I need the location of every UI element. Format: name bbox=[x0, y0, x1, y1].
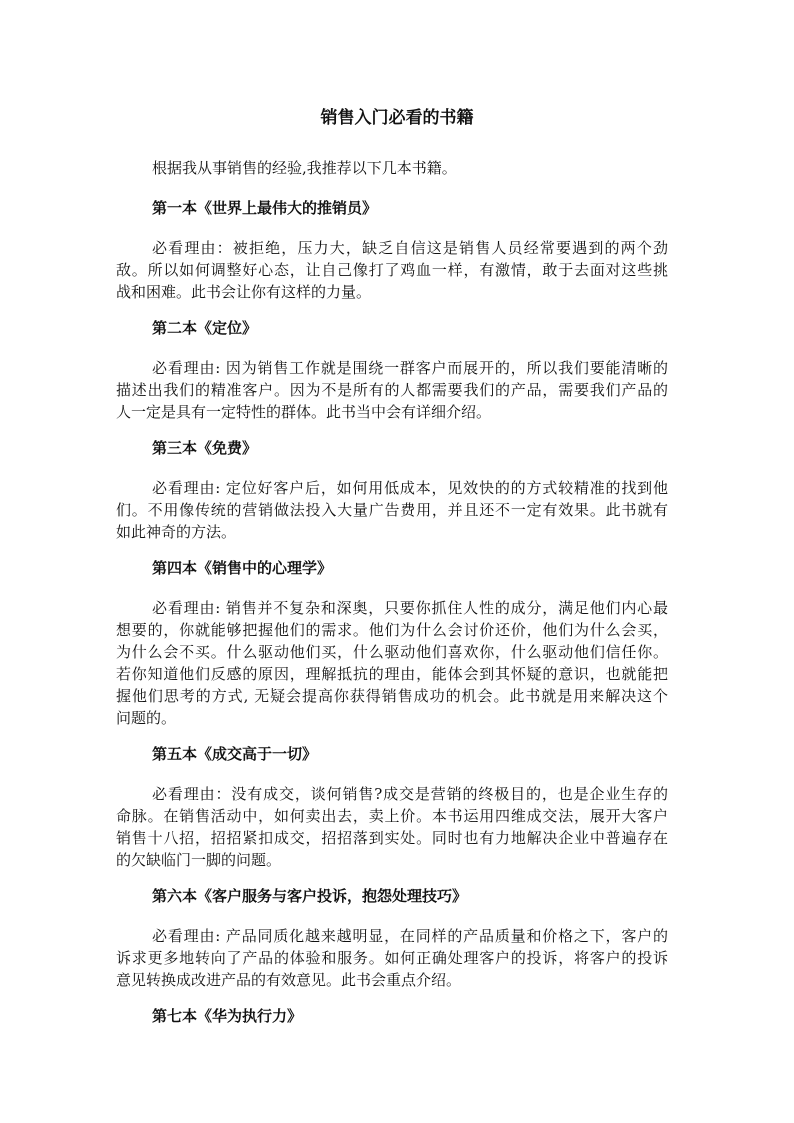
reason-paragraph bbox=[116, 925, 668, 991]
reason-paragraph bbox=[116, 357, 668, 423]
paragraph-line: 如此神奇的方法。 bbox=[116, 523, 237, 541]
book-heading: 第四本《销售中的心理学》 bbox=[152, 559, 333, 577]
paragraph-line: 必看理由：被拒绝，压力大，缺乏自信这是销售人员经常要遇到的两个劲 bbox=[152, 239, 668, 257]
reason-paragraph bbox=[116, 477, 668, 543]
paragraph-line: 人一定是具有一定特性的群体。此书当中会有详细介绍。 bbox=[116, 403, 492, 421]
intro-paragraph: 根据我从事销售的经验,我推荐以下几本书籍。 bbox=[152, 159, 457, 177]
paragraph-line: 销售十八招，招招紧扣成交，招招落到实处。同时也有力地解决企业中普遍存在 bbox=[116, 829, 668, 847]
book-heading: 第三本《免费》 bbox=[152, 439, 258, 457]
paragraph-line: 描述出我们的精准客户。因为不是所有的人都需要我们的产品，需要我们产品的 bbox=[116, 381, 668, 399]
paragraph-line: 命脉。在销售活动中，如何卖出去，卖上价。本书运用四维成交法，展开大客户 bbox=[116, 807, 668, 825]
paragraph-line: 必看理由: 因为销售工作就是围绕一群客户而展开的，所以我们要能清晰的 bbox=[152, 359, 668, 377]
book-heading: 第七本《华为执行力》 bbox=[152, 1007, 303, 1025]
paragraph-line: 敌。所以如何调整好心态，让自己像打了鸡血一样，有激情，敢于去面对这些挑 bbox=[116, 261, 668, 279]
paragraph-line: 诉求更多地转向了产品的体验和服务。如何正确处理客户的投诉，将客户的投诉 bbox=[116, 949, 668, 967]
document-title: 销售入门必看的书籍 bbox=[320, 108, 474, 128]
paragraph-line: 们。不用像传统的营销做法投入大量广告费用，并且还不一定有效果。此书就有 bbox=[116, 501, 668, 519]
paragraph-line: 战和困难。此书会让你有这样的力量。 bbox=[116, 283, 372, 301]
book-sections bbox=[116, 197, 668, 1027]
document-body bbox=[116, 157, 668, 1045]
paragraph-line: 必看理由：没有成交，谈何销售?成交是营销的终极目的，也是企业生存的 bbox=[152, 785, 668, 803]
book-heading: 第二本《定位》 bbox=[152, 319, 258, 337]
paragraph-line: 想要的，你就能够把握他们的需求。他们为什么会讨价还价，他们为什么会买， bbox=[116, 621, 668, 639]
paragraph-line: 若你知道他们反感的原因，理解抵抗的理由，能体会到其怀疑的意识，也就能把 bbox=[116, 665, 668, 683]
reason-paragraph bbox=[116, 783, 668, 871]
reason-paragraph bbox=[116, 597, 668, 729]
paragraph-line: 必看理由: 销售并不复杂和深奥，只要你抓住人性的成分，满足他们内心最 bbox=[152, 599, 668, 617]
paragraph-line: 必看理由: 定位好客户后，如何用低成本，见效快的的方式较精准的找到他 bbox=[152, 479, 668, 497]
book-heading: 第一本《世界上最伟大的推销员》 bbox=[152, 199, 378, 217]
paragraph-line: 问题的。 bbox=[116, 709, 177, 727]
paragraph-line: 的欠缺临门一脚的问题。 bbox=[116, 851, 282, 869]
paragraph-line: 意见转换成改进产品的有效意见。此书会重点介绍。 bbox=[116, 971, 462, 989]
paragraph-line: 握他们思考的方式, 无疑会提高你获得销售成功的机会。此书就是用来解决这个 bbox=[116, 687, 668, 705]
book-heading: 第六本《客户服务与客户投诉，抱怨处理技巧》 bbox=[152, 887, 468, 905]
reason-paragraph bbox=[116, 237, 668, 303]
paragraph-line: 为什么会不买。什么驱动他们买，什么驱动他们喜欢你，什么驱动他们信任你。 bbox=[116, 643, 668, 661]
book-heading: 第五本《成交高于一切》 bbox=[152, 745, 318, 763]
paragraph-line: 必看理由: 产品同质化越来越明显，在同样的产品质量和价格之下，客户的 bbox=[152, 927, 668, 945]
